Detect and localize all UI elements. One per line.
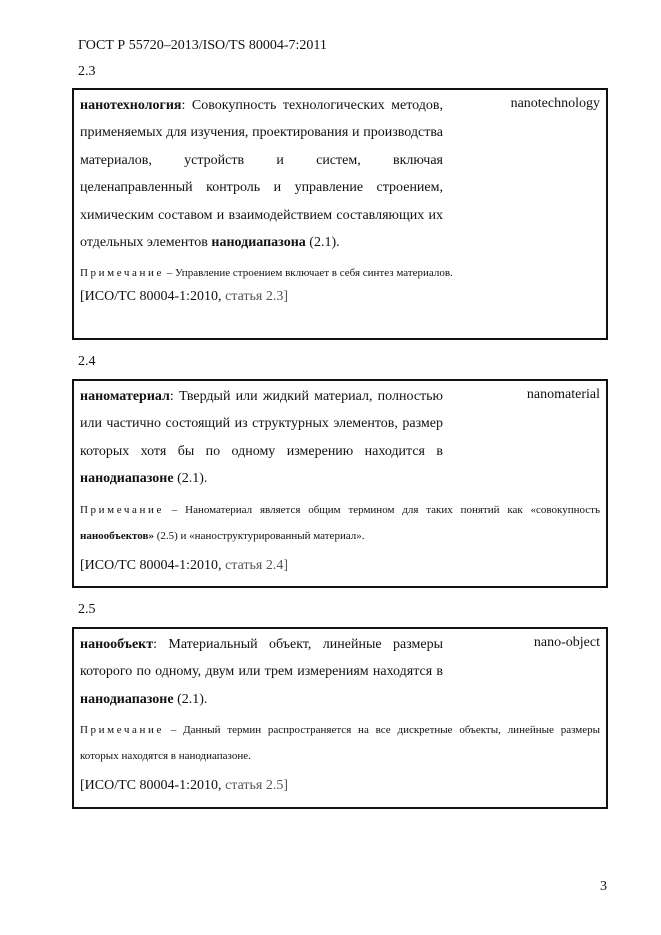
reference-article: статья 2.4] [225,557,289,573]
term-reference: нанодиапазоне [80,691,174,707]
note-label: Примечание [80,503,164,516]
term-definition [80,631,443,713]
term-box-2-5 [72,627,608,809]
page-number: 3 [600,879,607,894]
reference-article: статья 2.3] [225,289,289,305]
section-number-2-5: 2.5 [78,602,96,617]
term-note [74,497,606,549]
term-reference: нанодиапазоне [80,471,174,487]
reference-article: статья 2.5] [225,778,289,794]
definition-text: : Материальный объект, линейные размеры которого по одному, двум или трем измерениям находятся в [80,637,443,680]
term-row [74,629,606,713]
note-term-reference: нанообъектов» [80,529,154,542]
definition-tail: (2.1). [173,691,208,707]
term-note [74,717,606,769]
term-name: наноматериал [80,389,170,404]
term-box-2-4 [72,379,608,588]
term-row [74,90,606,256]
document-header: ГОСТ Р 55720–2013/ISO/TS 80004-7:2011 [78,38,327,53]
section-number-2-4: 2.4 [78,354,96,369]
source-reference [74,287,606,307]
term-definition [80,383,443,493]
reference-standard: [ИСО/ТС 80004-1:2010, [80,289,226,305]
note-text: – Управление строением включает в себя синтез материалов. [163,267,453,280]
note-text: – Данный термин распространяется на все дискретные объекты, линейные размеры которых находятся в нанодиапазоне. [80,724,600,763]
english-equivalent: nanomaterial [526,387,600,402]
term-note [74,260,606,286]
note-label: Примечание [80,724,164,737]
term-name: нанообъект [80,637,154,652]
term-definition [80,92,443,256]
source-reference [74,776,606,796]
definition-text: : Совокупность технологических методов, применяемых для изучения, проектирования и производства материалов, устройств и систем, включая целенаправленный контроль и управление строением, химическим составом и взаимодействием составляющих их отдельных элементов [80,98,443,251]
english-equivalent: nano-object [533,635,600,650]
reference-standard: [ИСО/ТС 80004-1:2010, [80,778,226,794]
definition-tail: (2.1). [305,235,340,251]
reference-standard: [ИСО/ТС 80004-1:2010, [80,557,226,573]
note-text: – Наноматериал является общим термином для таких понятий как «совокупность [163,503,600,516]
definition-text: : Твердый или жидкий материал, полностью или частично состоящий из структурных элементов, размер которых хотя бы по одному измерению находится в [80,389,443,459]
definition-tail: (2.1). [173,471,208,487]
note-label: Примечание [80,267,164,280]
term-row [74,381,606,493]
english-equivalent: nanotechnology [510,96,600,111]
note-tail: (2.5) и «наноструктурированный материал». [153,529,365,542]
term-box-2-3 [72,88,608,340]
source-reference [74,556,606,576]
section-number-2-3: 2.3 [78,64,96,79]
term-name: нанотехнология [80,98,182,113]
term-reference: нанодиапазона [211,235,306,251]
